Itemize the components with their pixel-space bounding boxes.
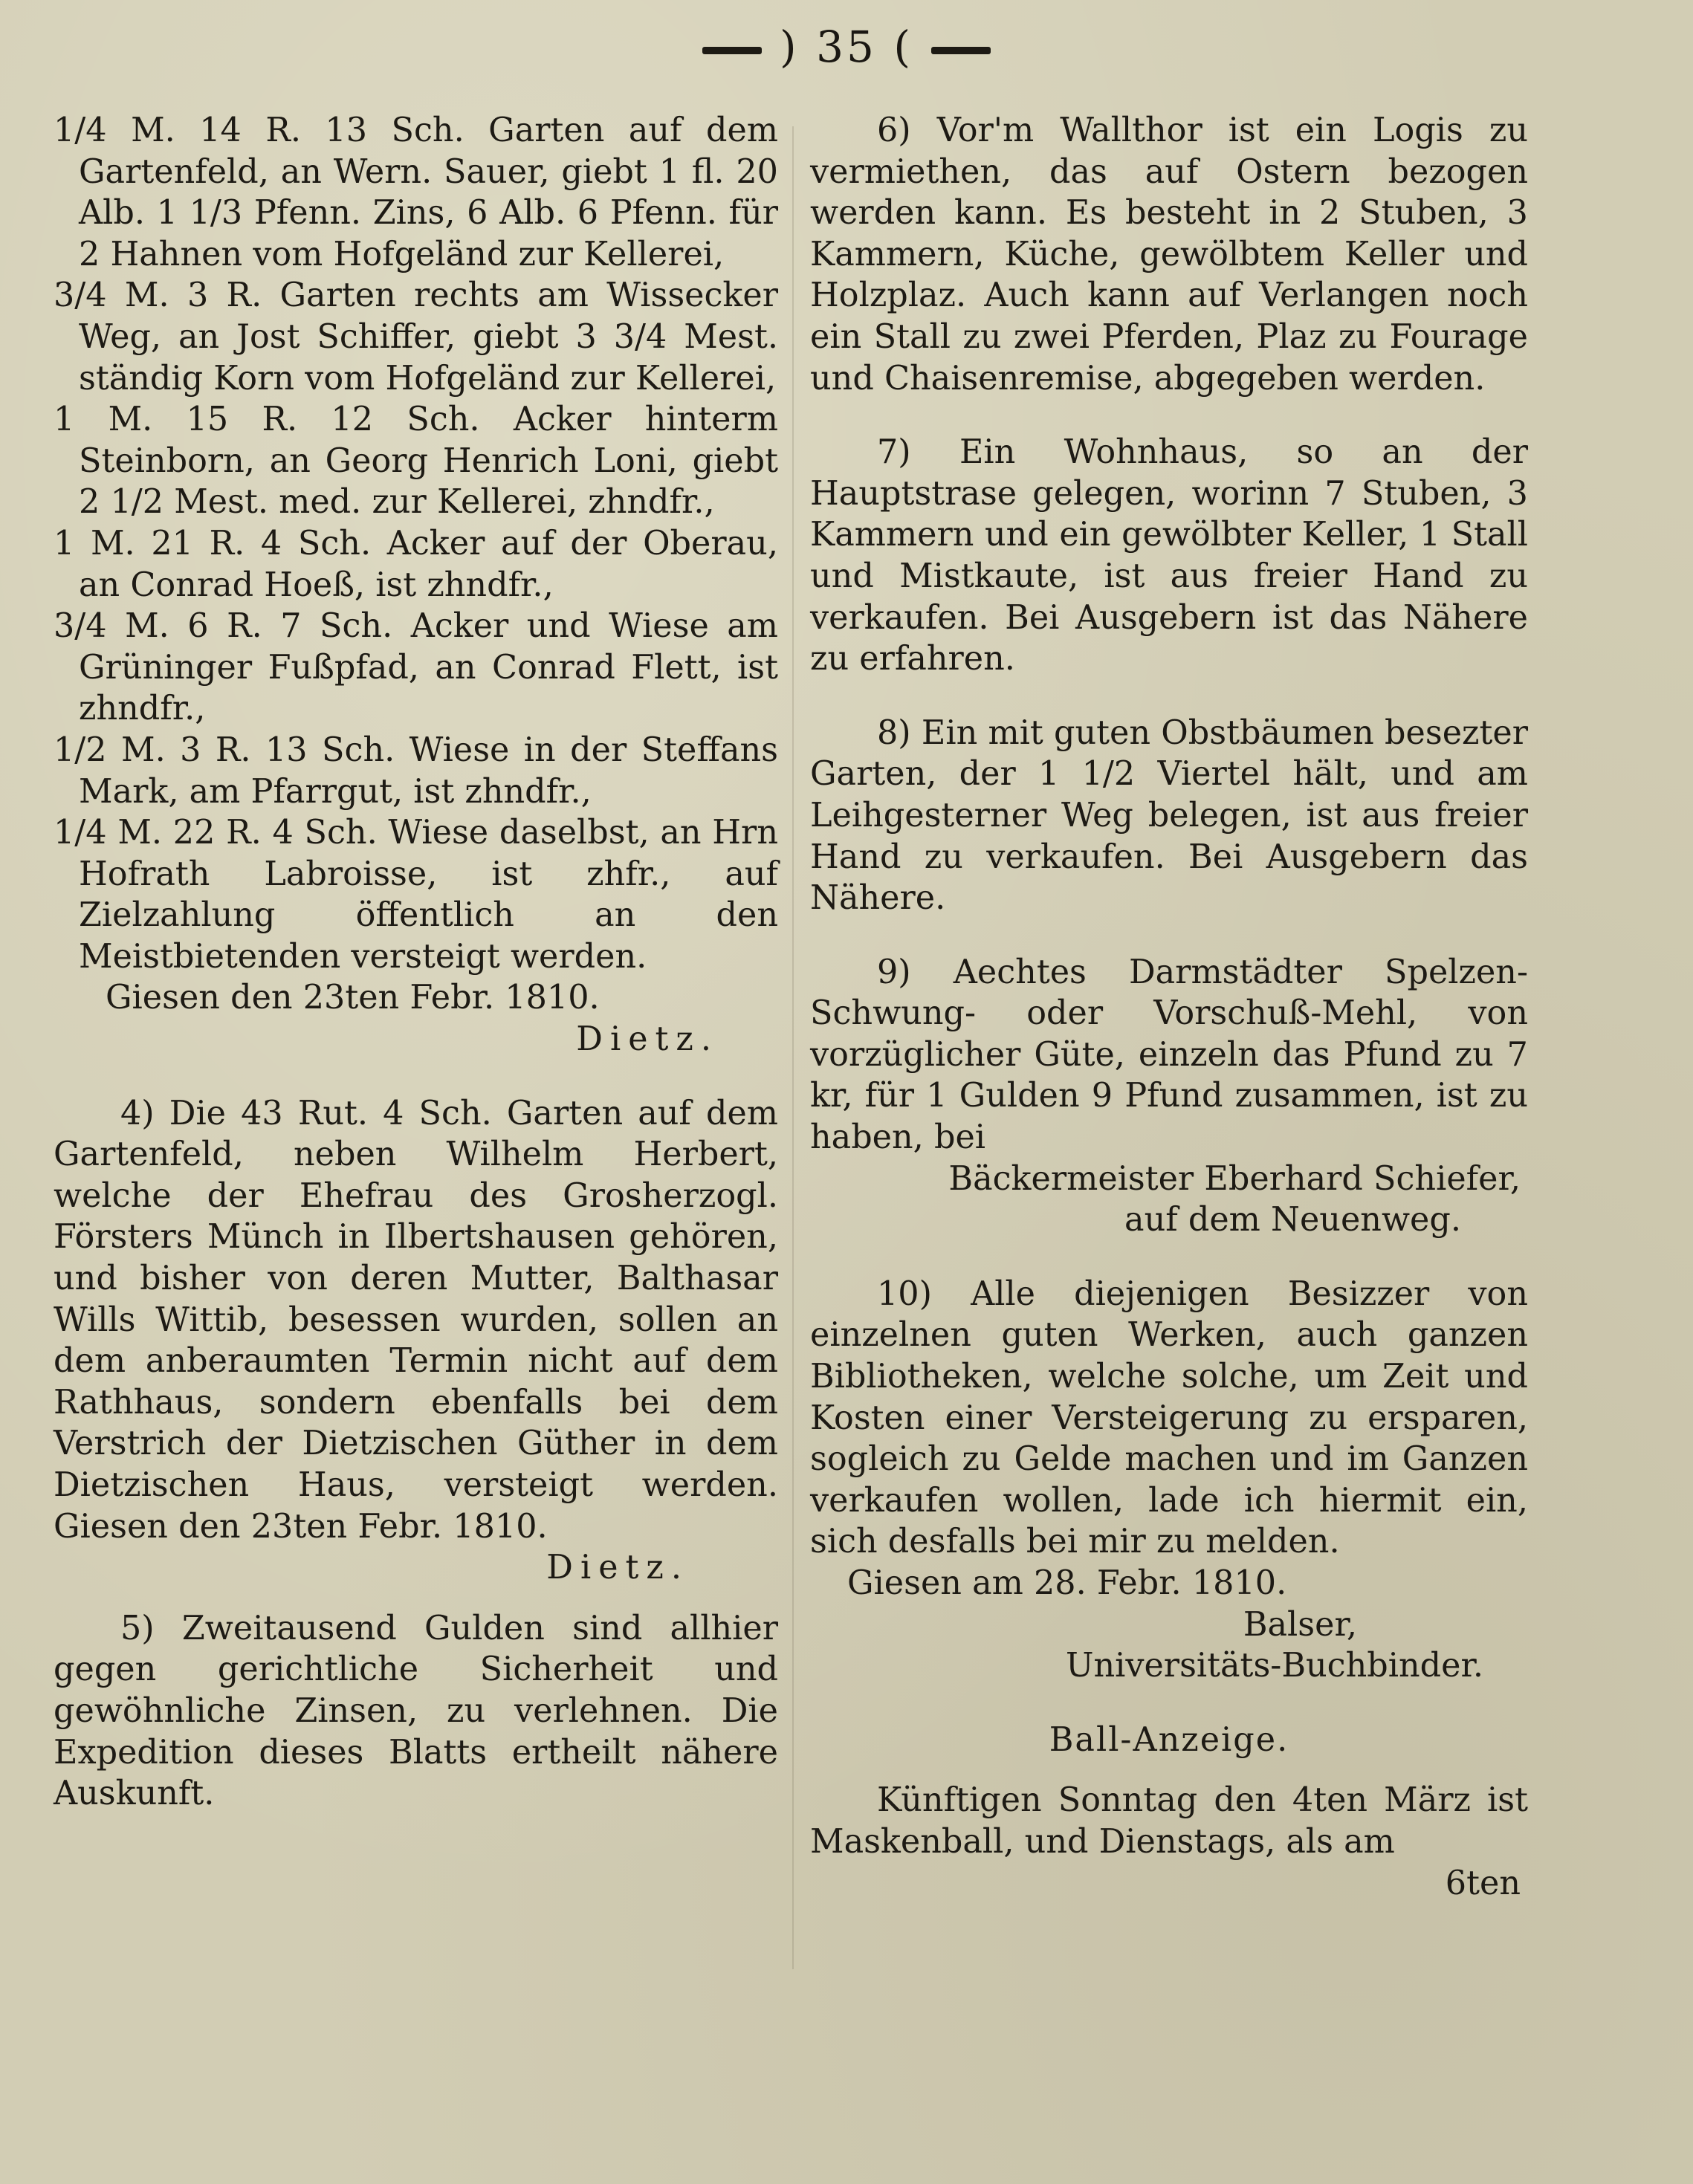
land-item: 1/4 M. 14 R. 13 Sch. Garten auf dem Gartenfeld, an Wern. Sauer, giebt 1 fl. 20 Alb. 1 1/3 Pfenn. Zins, 6 Alb. 6 Pfenn. für 2 Hahnen vom Hofgeländ zur Kellerei, (54, 111, 778, 273)
header-dash-left (702, 47, 762, 54)
notice-10: 10) Alle diejenigen Besizzer von einzelnen guten Werken, auch ganzen Bibliotheken, welche solche, um Zeit und Kosten einer Versteigerung zu ersparen, sogleich zu Gelde machen und im Ganzen verkaufen wollen, lade ich hiermit ein, sich desfalls bei mir zu melden. (810, 1274, 1528, 1561)
notice-4: 4) Die 43 Rut. 4 Sch. Garten auf dem Gartenfeld, neben Wilhelm Herbert, welche der Ehefrau des Grosherzogl. Försters Münch in Ilbertshausen gehören, und bisher von deren Mutter, Balthasar Wills Wittib, besessen wurden, sollen an dem anberaumten Termin nicht auf dem Rathhaus, sondern ebenfalls bei dem Verstrich der Dietzischen Güther in dem Dietzischen Haus, versteigt werden. Giesen den 23ten Febr. 1810. (54, 1094, 778, 1546)
notice-8: 8) Ein mit guten Obstbäumen besezter Garten, der 1 1/2 Viertel hält, und am Leihgesterner Weg belegen, ist aus freier Hand zu verkaufen. Bei Ausgebern das Nähere. (810, 713, 1528, 918)
notice-9: 9) Aechtes Darmstädter Spelzen-Schwung- oder Vorschuß-Mehl, von vorzüglicher Güte, einzeln das Pfund zu 7 kr, für 1 Gulden 9 Pfund zusammen, ist zu haben, bei (810, 953, 1528, 1157)
page-number: ) 35 ( (780, 22, 913, 72)
header-dash-right (931, 47, 991, 54)
left-column (54, 110, 778, 1815)
ball-announcement-text: Künftigen Sonntag den 4ten März ist Maskenball, und Dienstags, als am (810, 1781, 1528, 1861)
column-divider (792, 126, 794, 1969)
signature-title: Universitäts-Buchbinder. (1065, 1647, 1483, 1685)
ball-announcement-title: Ball-Anzeige. (1049, 1720, 1289, 1759)
signature-name: Bäckermeister Eberhard Schiefer, (948, 1159, 1521, 1198)
dateline: Giesen den 23ten Febr. 1810. (106, 979, 600, 1017)
notice-5: 5) Zweitausend Gulden sind allhier gegen gerichtliche Sicherheit und gewöhnliche Zinsen, zu verlehnen. Die Expedition dieses Blatts ertheilt nähere Auskunft. (54, 1609, 778, 1813)
signature: Dietz. (576, 1020, 719, 1059)
land-item: 1 M. 21 R. 4 Sch. Acker auf der Oberau, an Conrad Hoeß, ist zhndfr., (54, 524, 778, 604)
catchword: 6ten (1445, 1864, 1521, 1902)
land-item: 1 M. 15 R. 12 Sch. Acker hinterm Steinborn, an Georg Henrich Loni, giebt 2 1/2 Mest. med. zur Kellerei, zhndfr., (54, 401, 778, 522)
land-item: 1/2 M. 3 R. 13 Sch. Wiese in der Steffans Mark, am Pfarrgut, ist zhndfr., (54, 730, 778, 811)
signature-place: auf dem Neuenweg. (1124, 1201, 1461, 1240)
land-item: 3/4 M. 3 R. Garten rechts am Wissecker Weg, an Jost Schiffer, giebt 3 3/4 Mest. ständig Korn vom Hofgeländ zur Kellerei, (54, 276, 778, 398)
land-item: 3/4 M. 6 R. 7 Sch. Acker und Wiese am Grüninger Fußpfad, an Conrad Flett, ist zhndfr., (54, 607, 778, 728)
page-header (0, 21, 1693, 73)
right-column (810, 110, 1528, 1904)
signature-name: Balser, (1243, 1605, 1357, 1644)
notice-7: 7) Ein Wohnhaus, so an der Hauptstrase gelegen, worinn 7 Stuben, 3 Kammern und ein gewölbter Keller, 1 Stall und Mistkaute, ist aus freier Hand zu verkaufen. Bei Ausgebern ist das Nähere zu erfahren. (810, 433, 1528, 678)
dateline: Giesen am 28. Febr. 1810. (847, 1564, 1287, 1602)
notice-6: 6) Vor'm Wallthor ist ein Logis zu vermiethen, das auf Ostern bezogen werden kann. Es besteht in 2 Stuben, 3 Kammern, Küche, gewölbtem Keller und Holzplaz. Auch kann auf Verlangen noch ein Stall zu zwei Pferden, Plaz zu Fourage und Chaisenremise, abgegeben werden. (810, 111, 1528, 398)
signature: Dietz. (546, 1549, 689, 1587)
land-item: 1/4 M. 22 R. 4 Sch. Wiese daselbst, an Hrn Hofrath Labroisse, ist zhfr., auf Zielzahlung öffentlich an den Meistbietenden versteigt werden. (54, 814, 778, 976)
